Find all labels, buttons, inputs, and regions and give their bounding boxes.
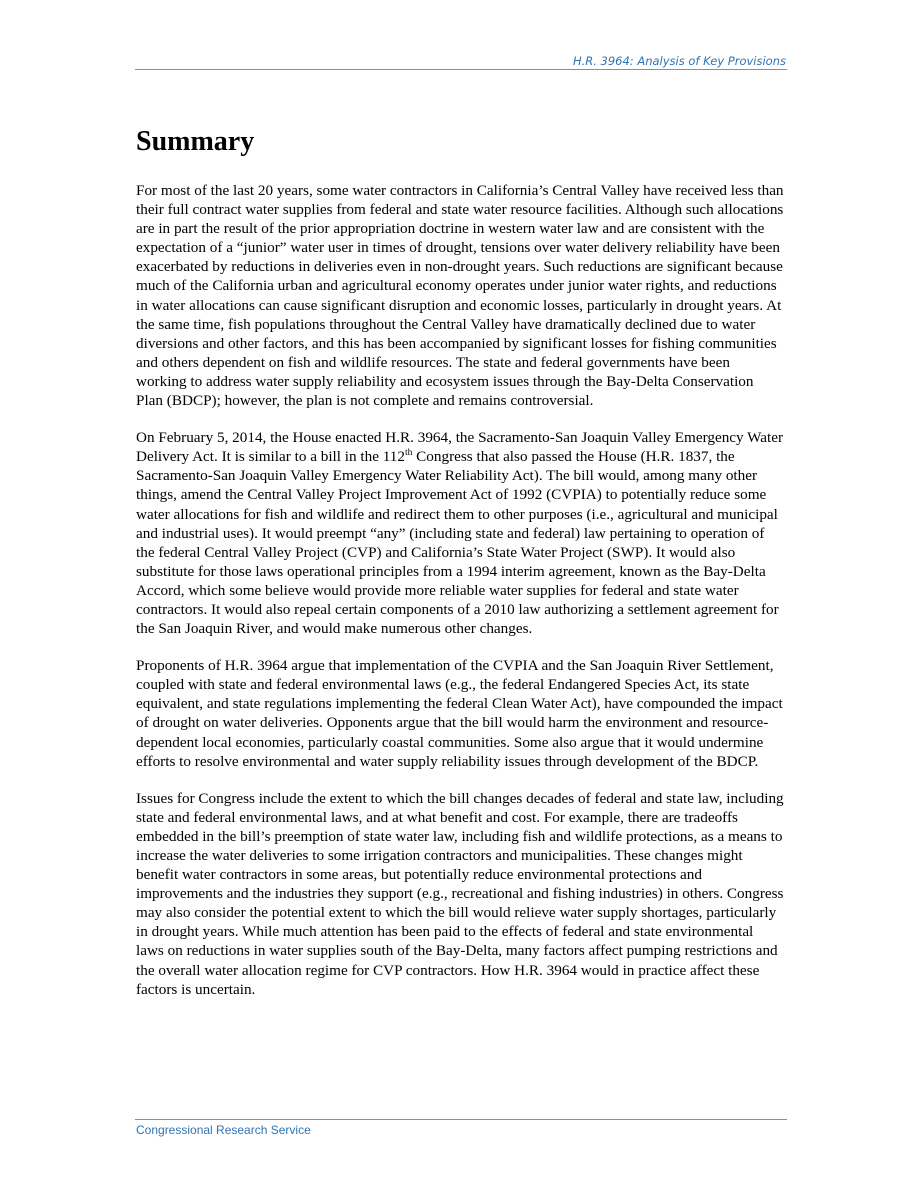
footer-divider	[135, 1119, 787, 1120]
page-title: Summary	[136, 126, 255, 157]
main-content	[136, 124, 784, 1017]
summary-paragraph-2	[136, 428, 784, 638]
paragraph-2-text-start: On February 5, 2014, the House enacted H.R. 3964, the Sacramento-San Joaquin Valley Emergency Water Delivery Act. It is similar to a bill in the 112	[136, 429, 784, 466]
paragraph-2-text-end: Congress that also passed the House (H.R. 1837, the Sacramento-San Joaquin Valley Emergency Water Reliability Act). The bill would, among many other things, amend the Central Valley Project Improvement Act of 1992 (CVPIA) to potentially reduce some water allocations for fish and wildlife and redirect them to other purposes (i.e., agricultural and municipal and industrial uses). It would preempt “any” (including state and federal) law pertaining to operation of the federal Central Valley Project (CVP) and California’s State Water Project (SWP). It would also substitute for those laws operational principles from a 1994 interim agreement, known as the Bay-Delta Accord, which some believe would provide more reliable water supplies for federal and state water contractors. It would also repeal certain components of a 2010 law authorizing a settlement agreement for the San Joaquin River, and would make numerous other changes.	[136, 448, 779, 638]
summary-paragraph-4: Issues for Congress include the extent to which the bill changes decades of federal and state law, including state and federal environmental laws, and at what benefit and cost. For example, there are tradeoffs embedded in the bill’s preemption of state water law, including fish and wildlife protections, as a means to increase the water deliveries to some irrigation contractors and municipalities. These changes might benefit water contractors in some areas, but potentially reduce environmental protections and improvements and the industries they support (e.g., recreational and fishing industries) in others. Congress may also consider the potential extent to which the bill would relieve water supply shortages, particularly in drought years. While much attention has been paid to the effects of federal and state environmental laws on reductions in water supplies south of the Bay-Delta, many factors affect pumping restrictions and the overall water allocation regime for CVP contractors. How H.R. 3964 would in practice affect these factors is uncertain.	[136, 789, 784, 998]
summary-paragraph-3: Proponents of H.R. 3964 argue that implementation of the CVPIA and the San Joaquin River Settlement, coupled with state and federal environmental laws (e.g., the federal Endangered Species Act, its state equivalent, and state regulations implementing the federal Clean Water Act), have compounded the impact of drought on water deliveries. Opponents argue that the bill would harm the environment and resource-dependent local economies, particularly coastal communities. Some also argue that it would undermine efforts to resolve environmental and water supply reliability issues through development of the BDCP.	[136, 657, 783, 770]
footer-organization: Congressional Research Service	[136, 1123, 311, 1137]
running-header-title: H.R. 3964: Analysis of Key Provisions	[572, 54, 786, 68]
summary-paragraph-1: For most of the last 20 years, some water contractors in California’s Central Valley have received less than their full contract water supplies from federal and state water resource facilities. Although such allocations are in part the result of the prior appropriation doctrine in western water law and are consistent with the expectation of a “junior” water user in times of drought, tensions over water delivery reliability have been exacerbated by reductions in deliveries even in non-drought years. Such reductions are significant because much of the California urban and agricultural economy operates under junior water rights, and reductions in water allocations can cause significant disruption and economic losses, particularly in drought years. At the same time, fish populations throughout the Central Valley have dramatically declined due to water diversions and other factors, and this has been accompanied by significant losses for fishing communities and others dependent on fish and wildlife resources. The state and federal governments have been working to address water supply reliability and ecosystem issues through the Bay-Delta Conservation Plan (BDCP); however, the plan is not complete and remains controversial.	[136, 182, 784, 410]
header-divider	[135, 69, 787, 70]
ordinal-superscript: th	[404, 448, 413, 459]
